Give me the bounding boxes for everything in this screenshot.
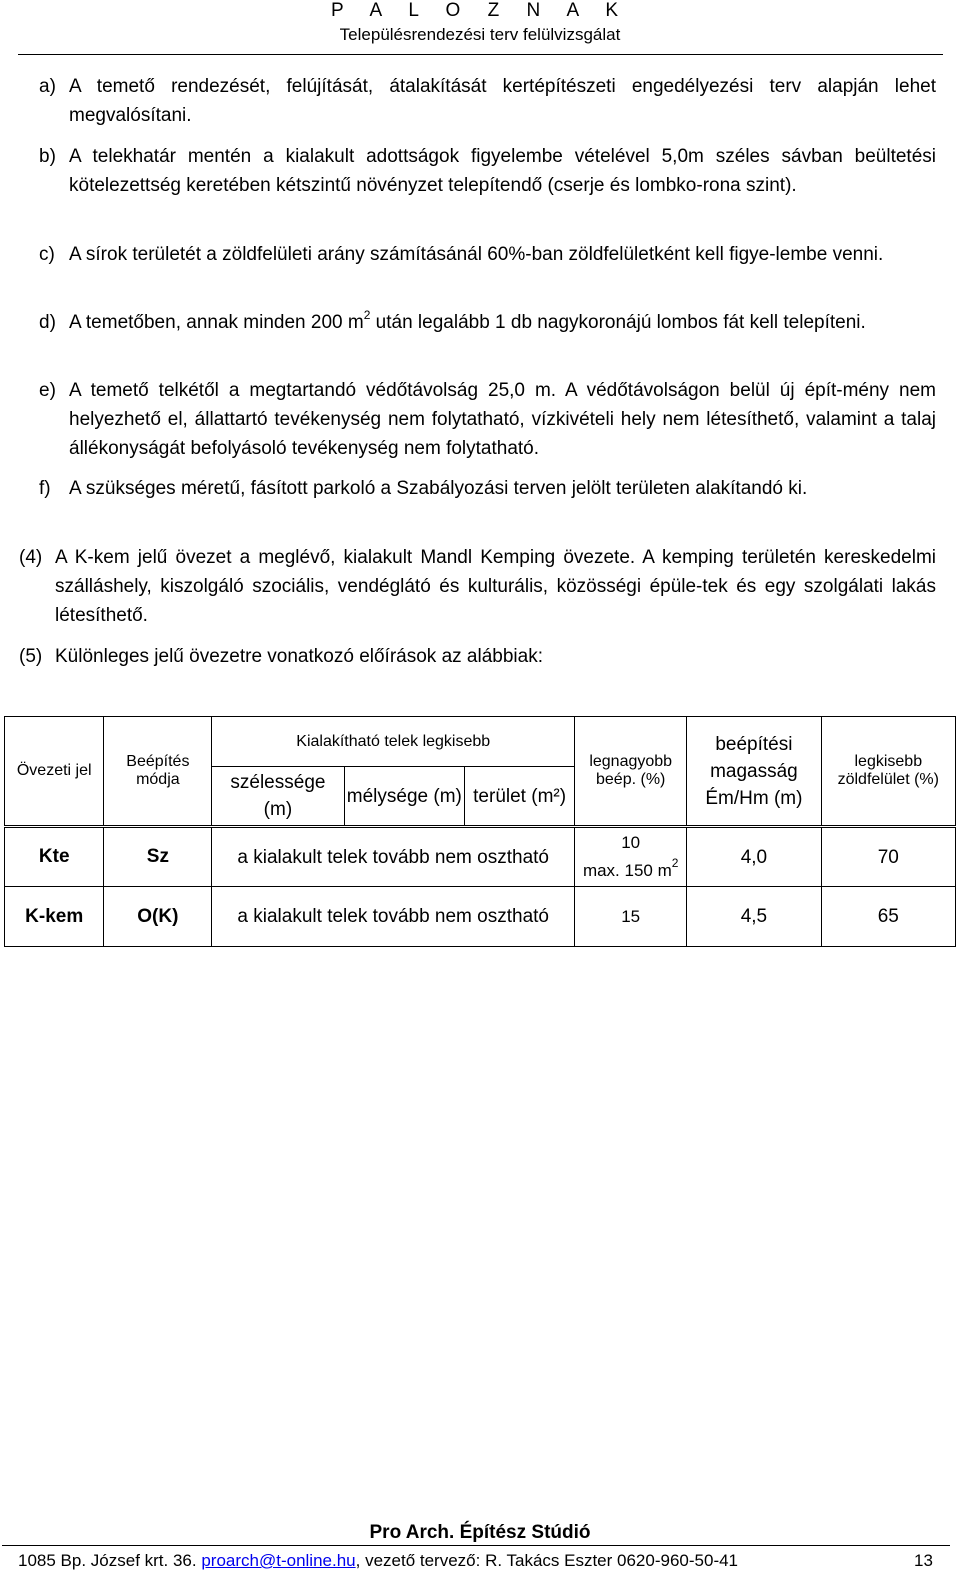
section-text: A K-kem jelű övezet a meglévő, kialakult Mandl Kemping övezete. A kemping területén kereskedelmi szálláshely, kiszolgáló szociális, vendéglátó és kulturális, közösségi épüle-tek és egy szolgálati lakás létesíthető. <box>55 547 936 626</box>
list-item-d <box>39 307 936 337</box>
superscript: 2 <box>363 307 371 322</box>
cell-max-built <box>575 827 687 887</box>
list-item-e <box>39 376 936 463</box>
cell-height: 4,0 <box>687 827 821 887</box>
page-number: 13 <box>914 1551 933 1570</box>
list-item-f <box>39 474 936 503</box>
list-item-b <box>39 142 936 200</box>
section-4 <box>19 543 936 630</box>
section-text: Különleges jelű övezetre vonatkozó előírások az alábbiak: <box>55 646 543 667</box>
cell-zone: Kte <box>5 827 104 887</box>
table-row <box>5 827 956 887</box>
header-mode: Beépítés módja <box>104 717 212 827</box>
list-item-text-end: után legalább 1 db nagykoronájú lombos fát kell telepíteni. <box>370 312 866 333</box>
cell-plot: a kialakult telek tovább nem osztható <box>212 887 575 947</box>
list-item-text-start: A temetőben, annak minden 200 m <box>69 312 364 333</box>
cell-green: 65 <box>821 887 955 947</box>
list-item-label: c) <box>39 244 55 265</box>
cell-mode: O(K) <box>104 887 212 947</box>
section-5 <box>19 642 936 671</box>
list-item-text: A szükséges méretű, fásított parkoló a Szabályozási terven jelölt területen alakítandó ki. <box>69 478 808 499</box>
header-divider <box>18 54 943 55</box>
document-subtitle: Településrendezési terv felülvizsgálat <box>339 25 621 44</box>
cell-max-built-value: 10 <box>621 833 641 852</box>
header-depth: mélysége (m) <box>344 767 465 827</box>
list-item-label: f) <box>39 478 51 499</box>
cell-mode: Sz <box>104 827 212 887</box>
footer-divider <box>2 1545 950 1546</box>
list-item-label: d) <box>39 312 56 333</box>
header-width: szélessége (m) <box>212 767 344 827</box>
footer-designer: , vezető tervező: R. Takács Eszter 0620-960-50-41 <box>355 1551 739 1570</box>
list-item-label: a) <box>39 76 56 97</box>
header-plot-group: Kialakítható telek legkisebb <box>212 717 575 767</box>
superscript: 2 <box>671 856 679 871</box>
footer-studio: Pro Arch. Építész Stúdió <box>369 1522 591 1543</box>
list-item-text: A temető telkétől a megtartandó védőtávolság 25,0 m. A védőtávolságon belül új épít-mény nem helyezhető el, állattartó tevékenység nem folytatható, vízkivételi hely nem létesíthető, valamint a talaj állékonyságát befolyásoló tevékenység nem folytatható. <box>69 380 936 459</box>
cell-max-built-limit: max. 150 m <box>582 861 672 880</box>
list-item-c <box>39 240 936 269</box>
list-item-text: A sírok területét a zöldfelületi arány számításánál 60%-ban zöldfelületként kell figye-lembe venni. <box>69 244 884 265</box>
document-title: P A L O Z N A K <box>330 0 630 21</box>
footer-address: 1085 Bp. József krt. 36. <box>18 1551 202 1570</box>
cell-green: 70 <box>821 827 955 887</box>
header-zone: Övezeti jel <box>5 717 104 827</box>
list-item-text: A telekhatár mentén a kialakult adottságok figyelembe vételével 5,0m széles sávban beültetési kötelezettség keretében kétszintű növényzet telepítendő (cserje és lombko-rona szint). <box>69 146 936 196</box>
header-area: terület (m²) <box>465 767 575 827</box>
header-max-built: legnagyobb beép. (%) <box>575 717 687 827</box>
footer-contact <box>18 1550 738 1572</box>
section-label: (5) <box>19 646 43 667</box>
zoning-table <box>4 716 956 947</box>
header-height: beépítési magasság Ém/Hm (m) <box>687 717 821 827</box>
list-item-a <box>39 72 936 130</box>
list-item-label: b) <box>39 146 56 167</box>
cell-max-built: 15 <box>575 887 687 947</box>
list-item-label: e) <box>39 380 56 401</box>
section-label: (4) <box>19 547 43 568</box>
header-green: legkisebb zöldfelület (%) <box>821 717 955 827</box>
cell-zone: K-kem <box>5 887 104 947</box>
list-item-text: A temető rendezését, felújítását, átalakítását kertépítészeti engedélyezési terv alapján lehet megvalósítani. <box>69 76 936 126</box>
email-link[interactable]: proarch@t-online.hu <box>201 1551 356 1570</box>
cell-plot: a kialakult telek tovább nem osztható <box>212 827 575 887</box>
cell-height: 4,5 <box>687 887 821 947</box>
table-row <box>5 887 956 947</box>
